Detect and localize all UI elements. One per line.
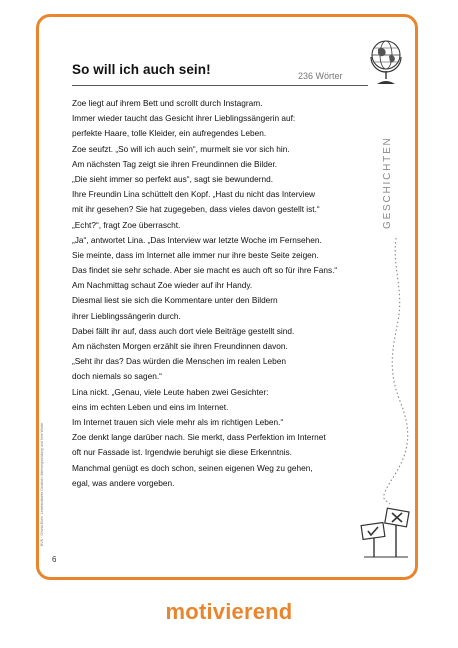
story-line: perfekte Haare, tolle Kleider, ein aufregendes Leben. [72, 128, 267, 139]
story-line: Immer wieder taucht das Gesicht ihrer Lieblingssängerin auf: [72, 113, 296, 124]
story-line: „Echt?“, fragt Zoe überrascht. [72, 219, 181, 230]
signs-icon [360, 504, 412, 558]
story-line: Zoe liegt auf ihrem Bett und scrollt durch Instagram. [72, 98, 263, 108]
category-label: GESCHICHTEN [382, 136, 393, 230]
story-line: mit ihr gesehen? Sie hat zugegeben, dass vieles davon gestellt ist.“ [72, 204, 320, 215]
story-line: Im Internet trauen sich viele mehr als im richtigen Leben.“ [72, 416, 284, 427]
story-line: eins im echten Leben und eins im Internet. [72, 401, 229, 412]
story-line: doch niemals so sagen.“ [72, 371, 162, 382]
story-line: Am Nachmittag schaut Zoe wieder auf ihr Handy. [72, 280, 253, 291]
footer-label: motivierend [165, 599, 293, 624]
story-line: Diesmal liest sie sich die Kommentare unter den Bildern [72, 295, 278, 306]
title-divider [72, 85, 368, 86]
globe-icon [367, 36, 405, 88]
story-line: egal, was andere vorgeben. [72, 477, 175, 488]
story-line: Am nächsten Tag zeigt sie ihren Freundinnen die Bilder. [72, 158, 278, 169]
story-line: Am nächsten Morgen erzählt sie ihren Freundinnen davon. [72, 341, 288, 351]
word-count: 236 Wörter [298, 71, 343, 81]
copyright-note: BVK · Gisela Blum: Leselandkarte Deutsch: Meinungsbildung und freie Worte [40, 422, 44, 546]
story-line: „Ja“, antwortet Lina. „Das Interview war letzte Woche im Fernsehen. [72, 234, 322, 245]
dotted-path-decoration [370, 236, 410, 506]
page-number: 6 [52, 555, 57, 564]
story-text [72, 96, 364, 491]
story-line: oft nur Fassade ist. Irgendwie beruhigt sie diese Erkenntnis. [72, 447, 292, 458]
story-title: So will ich auch sein! [72, 62, 211, 77]
story-line: Manchmal genügt es doch schon, seinen eigenen Weg zu gehen, [72, 462, 313, 473]
story-line: Zoe seufzt. „So will ich auch sein“, murmelt sie vor sich hin. [72, 143, 290, 154]
story-line: „Seht ihr das? Das würden die Menschen im realen Leben [72, 356, 286, 367]
story-line: Ihre Freundin Lina schüttelt den Kopf. „Hast du nicht das Interview [72, 189, 316, 200]
story-line: „Die sieht immer so perfekt aus“, sagt sie bewundernd. [72, 173, 274, 184]
story-line: Lina nickt. „Genau, viele Leute haben zwei Gesichter: [72, 386, 269, 397]
story-line: Zoe denkt lange darüber nach. Sie merkt, dass Perfektion im Internet [72, 432, 326, 443]
story-line: Dabei fällt ihr auf, dass auch dort viele Beiträge gestellt sind. [72, 325, 295, 336]
story-line: Das findet sie sehr schade. Aber sie macht es auch oft so für ihre Fans.“ [72, 265, 338, 276]
story-line: ihrer Lieblingssängerin durch. [72, 310, 181, 321]
story-line: Sie meinte, dass im Internet alle immer nur ihre beste Seite zeigen. [72, 249, 319, 260]
